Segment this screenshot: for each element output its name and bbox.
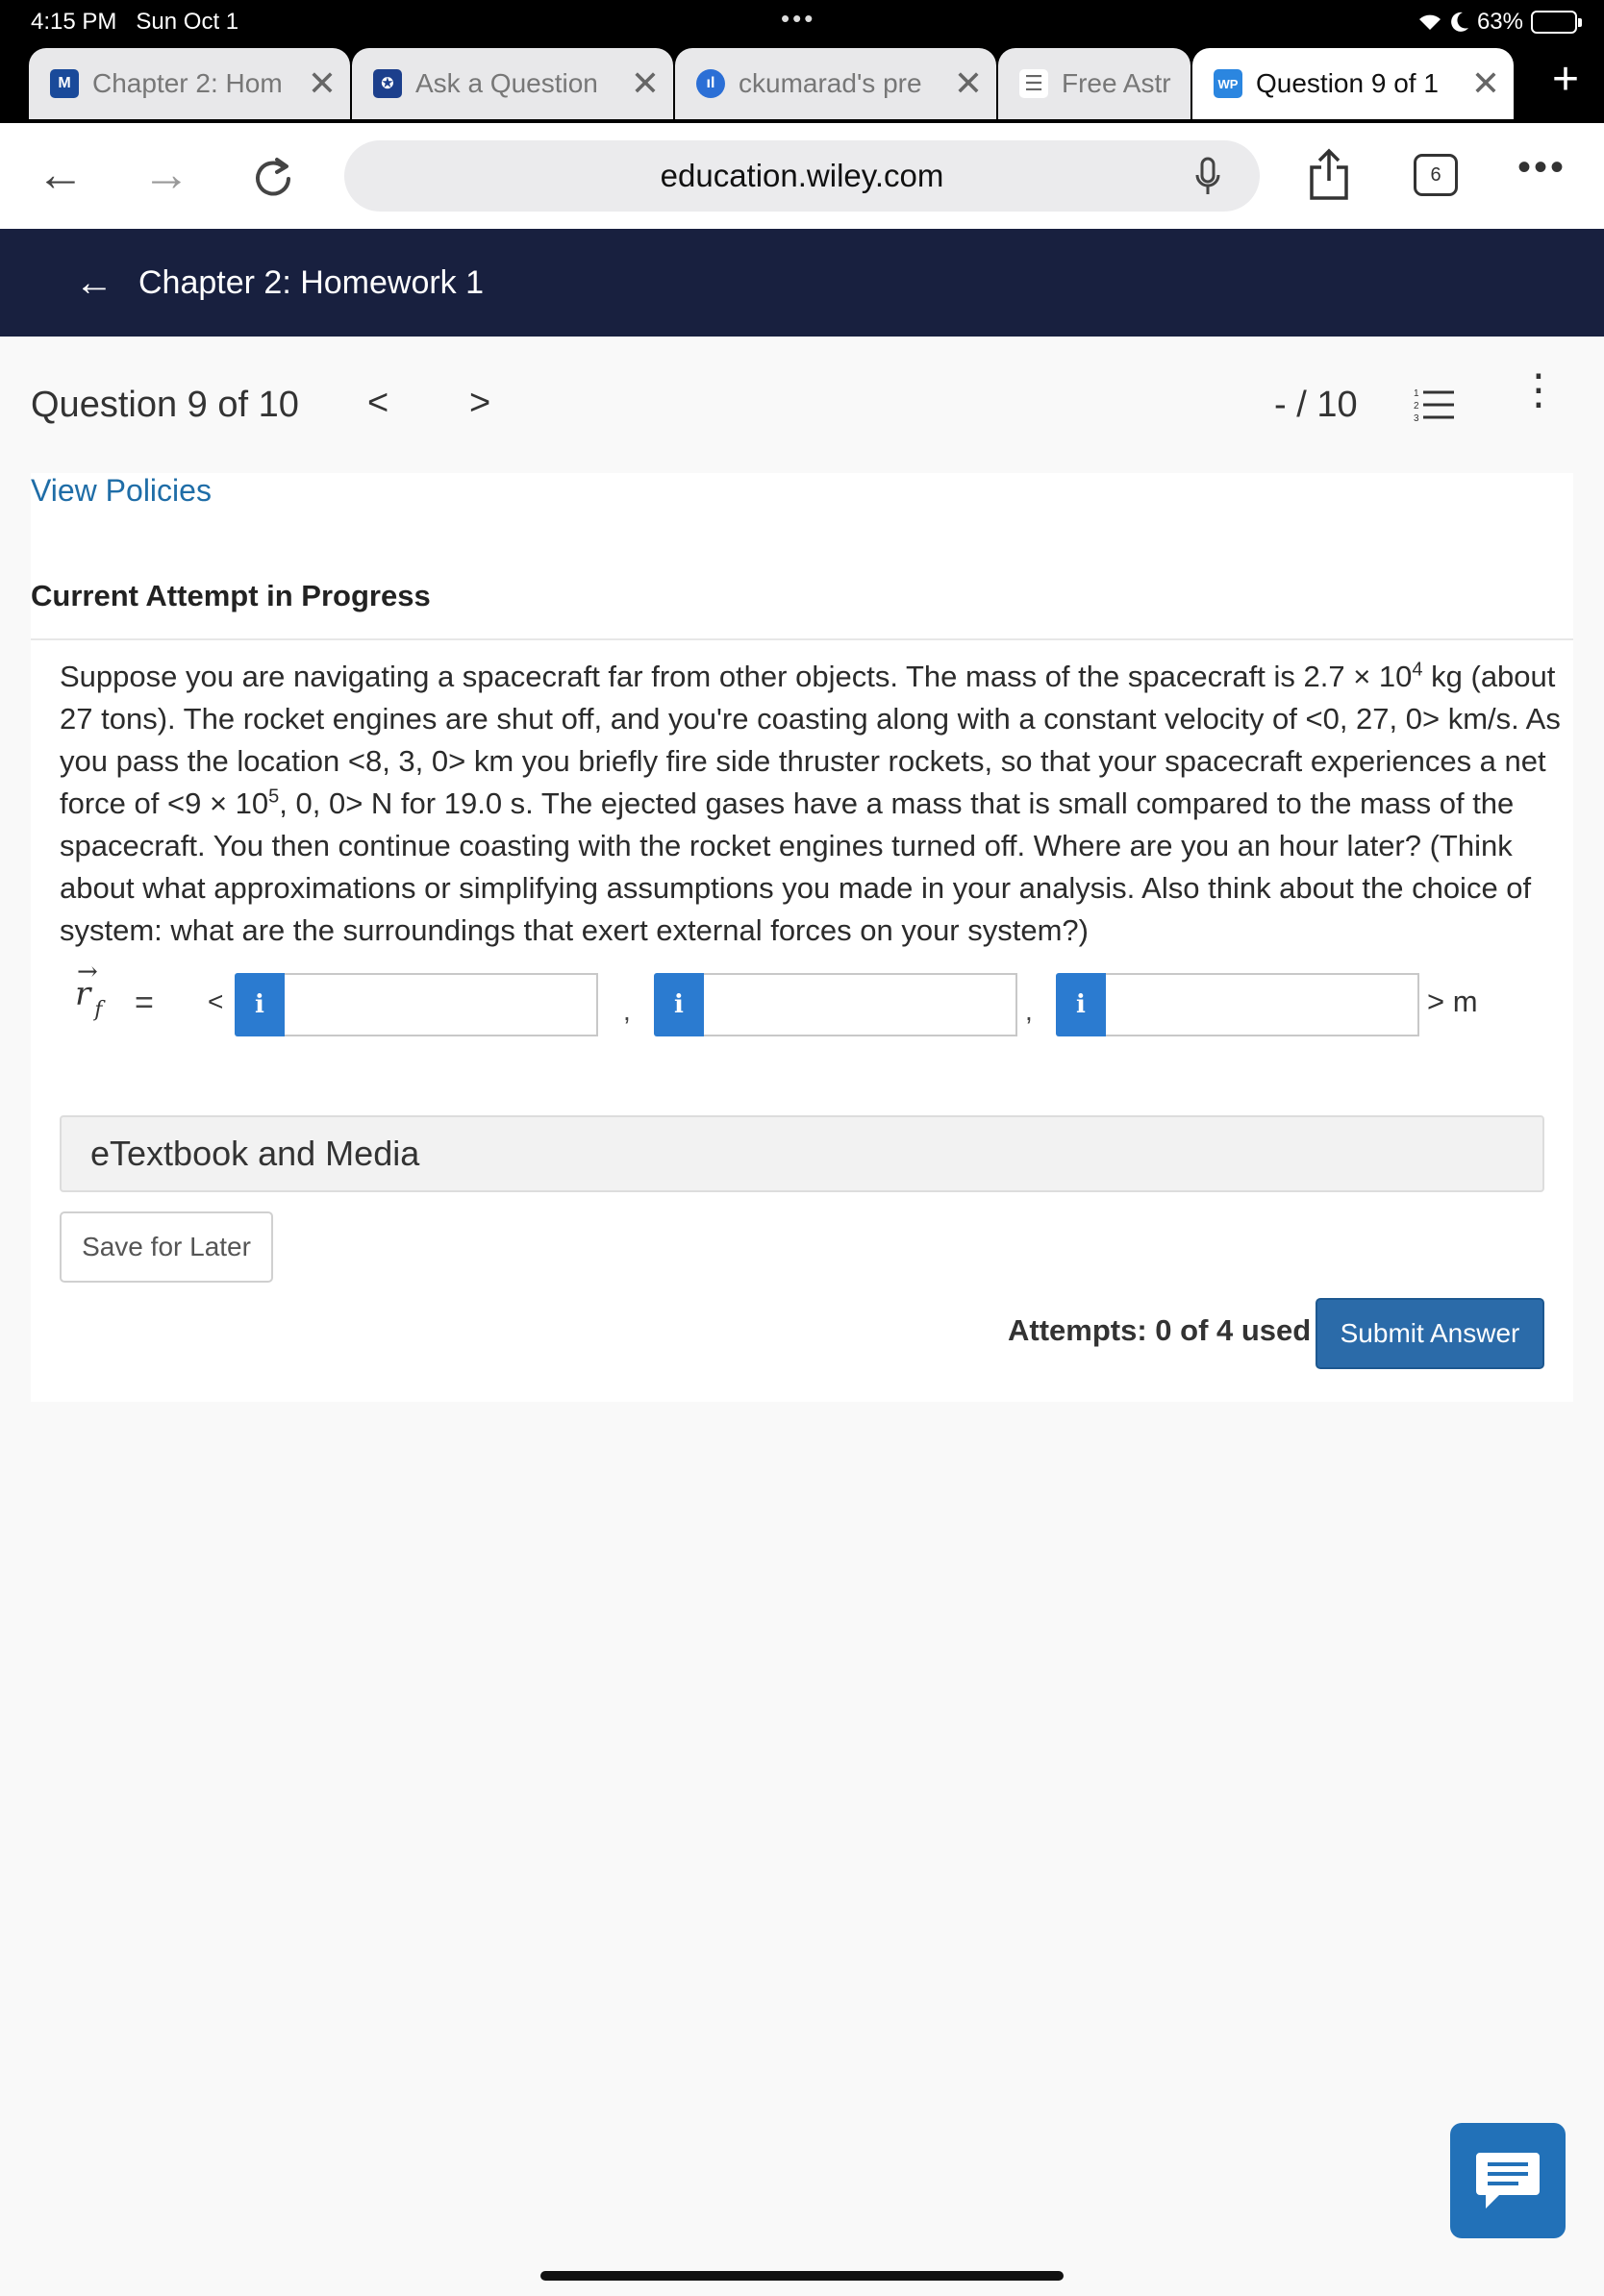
chat-bubble-icon [1474, 2149, 1541, 2212]
final-position-symbol [75, 958, 103, 1022]
share-icon[interactable] [1306, 148, 1352, 202]
exponent: 4 [1412, 659, 1423, 681]
new-tab-plus-icon[interactable]: + [1551, 54, 1579, 105]
close-icon[interactable]: ✕ [1470, 63, 1500, 103]
url-field[interactable] [344, 140, 1260, 212]
more-options-icon[interactable]: ••• [1517, 146, 1567, 188]
question-card [31, 473, 1573, 1402]
url-text: education.wiley.com [660, 158, 944, 193]
variable-symbol: r [75, 975, 91, 1013]
back-to-assignment-icon[interactable]: ← [75, 261, 113, 304]
vector-arrow-icon: → [77, 958, 98, 986]
separator: , [1025, 996, 1033, 1026]
question-score: - / 10 [1274, 385, 1358, 425]
wileyplus-favicon-icon: WP [1214, 69, 1242, 98]
attempt-heading: Current Attempt in Progress [31, 579, 431, 612]
etextbook-media-toggle[interactable]: eTextbook and Media [60, 1115, 1544, 1192]
exponent: 5 [268, 786, 280, 808]
question-navigation [0, 337, 1604, 473]
address-bar [0, 123, 1604, 229]
tab-free-astr[interactable] [998, 48, 1190, 119]
vector-open-bracket: < [208, 986, 224, 1016]
status-date: Sun Oct 1 [136, 9, 239, 35]
assignment-title[interactable]: Chapter 2: Homework 1 [138, 263, 485, 301]
mheducation-favicon-icon: M [50, 69, 79, 98]
status-bar [0, 0, 1604, 46]
book-icon: ☰ [1019, 69, 1048, 98]
svg-text:1: 1 [1414, 388, 1419, 399]
tab-label: Question 9 of 1 [1256, 68, 1439, 98]
tab-chapter-2[interactable] [29, 48, 350, 119]
view-policies-link[interactable]: View Policies [31, 473, 212, 508]
info-icon[interactable]: i [235, 973, 285, 1036]
battery-percent: 63% [1476, 9, 1523, 35]
chat-support-button[interactable] [1450, 2123, 1566, 2238]
microphone-icon[interactable] [1194, 156, 1221, 198]
tab-label: Chapter 2: Hom [92, 68, 283, 98]
info-icon[interactable]: i [1056, 973, 1106, 1036]
tab-ckumarad[interactable] [675, 48, 996, 119]
answer-z-input[interactable] [1106, 973, 1419, 1036]
forward-arrow-icon[interactable]: → [142, 147, 190, 201]
vector-close-unit: > m [1427, 985, 1478, 1018]
answer-x-input[interactable] [285, 973, 598, 1036]
battery-icon [1531, 11, 1577, 34]
back-arrow-icon[interactable]: ← [37, 147, 85, 201]
wifi-icon [1417, 12, 1442, 32]
tab-overview-button[interactable]: 6 [1414, 154, 1458, 196]
close-icon[interactable]: ✕ [630, 63, 660, 103]
svg-text:3: 3 [1414, 413, 1419, 423]
tab-label: ckumarad's pre [739, 68, 922, 98]
tab-label: Free Astr [1062, 68, 1171, 98]
course-header [0, 229, 1604, 337]
info-icon[interactable]: i [654, 973, 704, 1036]
tab-ask-a-question[interactable] [352, 48, 673, 119]
chart-circle-icon: ıl [696, 69, 725, 98]
question-text [60, 656, 1579, 952]
tab-label: Ask a Question [415, 68, 598, 98]
browser-tab-bar [0, 46, 1604, 123]
equals-sign: = [135, 985, 154, 1021]
question-text-part-2: kg (about 27 tons). The rocket engines are shut off, and you're coasting along with a constant velocity of <0, 27, 0> km/s. As you pass the location <8, 3, 0> km you briefly fire side thruster rockets, so that your spacecraft experiences a net force of <9 × 10 [60, 660, 1561, 820]
variable-subscript: f [94, 998, 103, 1022]
question-text-part-1: Suppose you are navigating a spacecraft far from other objects. The mass of the spacecraft is 2.7 × 10 [60, 660, 1413, 693]
close-icon[interactable]: ✕ [953, 63, 983, 103]
status-time: 4:15 PM [31, 9, 117, 35]
close-icon[interactable]: ✕ [307, 63, 337, 103]
question-more-vertical-icon[interactable]: ⋮ [1517, 366, 1560, 413]
reload-icon[interactable] [248, 154, 298, 204]
question-position: Question 9 of 10 [31, 385, 299, 425]
star-badge-icon: ✪ [373, 69, 402, 98]
question-list-icon[interactable] [1414, 387, 1456, 423]
next-question-chevron-icon[interactable]: > [469, 383, 491, 423]
status-right [1417, 9, 1577, 36]
answer-y-input[interactable] [704, 973, 1017, 1036]
moon-icon [1450, 12, 1469, 33]
divider [31, 638, 1573, 640]
attempts-count: Attempts: 0 of 4 used [1008, 1313, 1312, 1347]
save-for-later-button[interactable]: Save for Later [60, 1211, 273, 1283]
separator: , [623, 996, 631, 1026]
multitasking-dots-icon[interactable]: ••• [781, 4, 816, 33]
submit-answer-button[interactable]: Submit Answer [1316, 1298, 1544, 1369]
home-indicator[interactable] [540, 2271, 1064, 2281]
previous-question-chevron-icon[interactable]: < [367, 383, 389, 423]
status-time-date [31, 9, 238, 36]
tab-question-9[interactable] [1192, 48, 1514, 119]
svg-text:2: 2 [1414, 401, 1419, 412]
question-text-part-3: , 0, 0> N for 19.0 s. The ejected gases have a mass that is small compared to the mass of the spacecraft. You then continue coasting with the rocket engines turned off. Where are you an hour later? (Think about what approximations or simplifying assumptions you made in your analysis. Also think about the choice of system: what are the surroundings that exert external forces on your system?) [60, 786, 1532, 947]
answer-vector-row [31, 958, 1573, 1036]
